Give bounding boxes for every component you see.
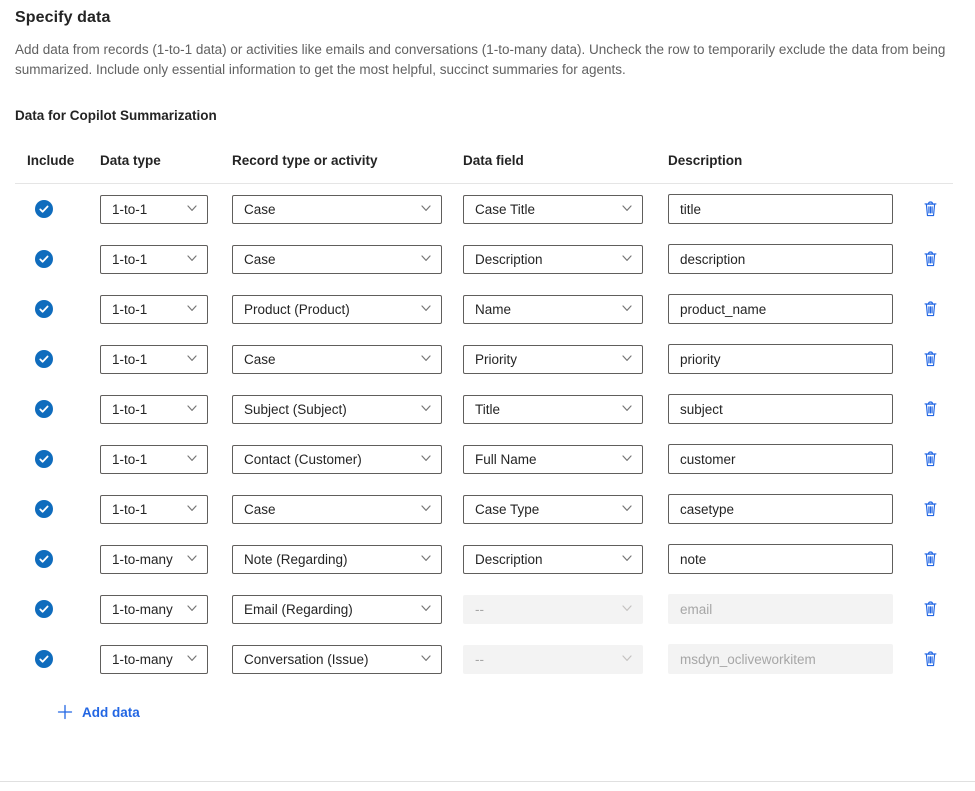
description-input[interactable] <box>668 344 893 374</box>
description-input <box>668 594 893 624</box>
data-field-cell <box>463 245 668 274</box>
data-field-cell <box>463 445 668 474</box>
table-row <box>15 334 953 384</box>
check-circle-icon <box>35 200 53 218</box>
record-type-cell <box>232 245 463 274</box>
record-type-dropdown[interactable] <box>232 345 442 374</box>
chevron-down-icon <box>420 302 432 317</box>
check-circle-icon <box>35 550 53 568</box>
actions-cell <box>908 645 953 673</box>
table-row <box>15 384 953 434</box>
trash-icon <box>922 600 939 618</box>
data-field-dropdown <box>463 595 643 624</box>
include-checkbox[interactable] <box>35 350 53 368</box>
record-type-dropdown[interactable] <box>232 645 442 674</box>
description-input[interactable] <box>668 544 893 574</box>
include-cell <box>15 650 100 668</box>
data-field-cell <box>463 295 668 324</box>
data-type-dropdown[interactable] <box>100 295 208 324</box>
record-type-cell <box>232 495 463 524</box>
add-data-label: Add data <box>82 704 140 720</box>
delete-row-button[interactable] <box>916 395 944 423</box>
data-field-value: Priority <box>475 351 518 367</box>
column-header-record-type: Record type or activity <box>232 153 378 168</box>
delete-row-button[interactable] <box>916 545 944 573</box>
record-type-dropdown[interactable] <box>232 445 442 474</box>
record-type-value: Case <box>244 201 276 217</box>
include-checkbox[interactable] <box>35 600 53 618</box>
data-field-value: Description <box>475 251 543 267</box>
column-header-data-field: Data field <box>463 153 524 168</box>
data-type-value: 1-to-1 <box>112 451 148 467</box>
data-type-cell <box>100 395 232 424</box>
trash-icon <box>922 500 939 518</box>
bottom-divider <box>0 781 975 782</box>
delete-row-button[interactable] <box>916 295 944 323</box>
check-circle-icon <box>35 450 53 468</box>
chevron-down-icon <box>186 352 198 367</box>
description-cell <box>668 344 908 374</box>
data-field-dropdown[interactable] <box>463 245 643 274</box>
table-row <box>15 534 953 584</box>
description-cell <box>668 194 908 224</box>
chevron-down-icon <box>420 602 432 617</box>
delete-row-button[interactable] <box>916 495 944 523</box>
chevron-down-icon <box>420 352 432 367</box>
include-checkbox[interactable] <box>35 450 53 468</box>
include-cell <box>15 550 100 568</box>
column-header-description: Description <box>668 153 743 168</box>
record-type-cell <box>232 195 463 224</box>
table-row <box>15 484 953 534</box>
description-input[interactable] <box>668 294 893 324</box>
description-cell <box>668 294 908 324</box>
data-type-value: 1-to-many <box>112 651 173 667</box>
record-type-dropdown[interactable] <box>232 545 442 574</box>
include-cell <box>15 200 100 218</box>
chevron-down-icon <box>621 352 633 367</box>
record-type-value: Case <box>244 501 276 517</box>
record-type-dropdown[interactable] <box>232 195 442 224</box>
record-type-value: Subject (Subject) <box>244 401 347 417</box>
column-header-data-type: Data type <box>100 153 161 168</box>
record-type-cell <box>232 395 463 424</box>
chevron-down-icon <box>420 652 432 667</box>
description-cell <box>668 244 908 274</box>
data-field-value: Case Type <box>475 501 540 517</box>
data-type-dropdown[interactable] <box>100 395 208 424</box>
data-type-dropdown[interactable] <box>100 445 208 474</box>
actions-cell <box>908 395 953 423</box>
actions-cell <box>908 295 953 323</box>
check-circle-icon <box>35 500 53 518</box>
data-field-value: -- <box>475 601 484 617</box>
data-type-cell <box>100 345 232 374</box>
chevron-down-icon <box>420 202 432 217</box>
record-type-cell <box>232 295 463 324</box>
data-type-value: 1-to-1 <box>112 401 148 417</box>
data-type-value: 1-to-1 <box>112 501 148 517</box>
table-row <box>15 634 953 684</box>
include-checkbox[interactable] <box>35 500 53 518</box>
data-type-cell <box>100 595 232 624</box>
trash-icon <box>922 550 939 568</box>
chevron-down-icon <box>420 402 432 417</box>
chevron-down-icon <box>621 452 633 467</box>
description-input[interactable] <box>668 194 893 224</box>
chevron-down-icon <box>621 502 633 517</box>
record-type-cell <box>232 645 463 674</box>
data-field-cell <box>463 595 668 624</box>
data-field-dropdown[interactable] <box>463 345 643 374</box>
page-title: Specify data <box>15 9 111 26</box>
section-title: Data for Copilot Summarization <box>15 108 217 123</box>
include-checkbox[interactable] <box>35 400 53 418</box>
data-type-value: 1-to-many <box>112 551 173 567</box>
data-field-cell <box>463 495 668 524</box>
data-type-cell <box>100 195 232 224</box>
data-type-value: 1-to-1 <box>112 301 148 317</box>
data-field-value: Description <box>475 551 543 567</box>
record-type-value: Email (Regarding) <box>244 601 353 617</box>
chevron-down-icon <box>186 652 198 667</box>
data-field-value: Case Title <box>475 201 536 217</box>
actions-cell <box>908 245 953 273</box>
check-circle-icon <box>35 400 53 418</box>
check-circle-icon <box>35 600 53 618</box>
include-cell <box>15 600 100 618</box>
include-checkbox[interactable] <box>35 250 53 268</box>
chevron-down-icon <box>621 552 633 567</box>
chevron-down-icon <box>186 602 198 617</box>
data-type-cell <box>100 245 232 274</box>
description-cell <box>668 394 908 424</box>
data-type-cell <box>100 545 232 574</box>
data-field-dropdown <box>463 645 643 674</box>
chevron-down-icon <box>186 302 198 317</box>
table-row <box>15 434 953 484</box>
include-cell <box>15 300 100 318</box>
trash-icon <box>922 250 939 268</box>
data-field-dropdown[interactable] <box>463 395 643 424</box>
data-type-dropdown[interactable] <box>100 195 208 224</box>
record-type-cell <box>232 345 463 374</box>
delete-row-button[interactable] <box>916 445 944 473</box>
chevron-down-icon <box>621 652 633 667</box>
data-field-dropdown[interactable] <box>463 445 643 474</box>
data-type-dropdown[interactable] <box>100 645 208 674</box>
add-data-button[interactable] <box>57 704 140 720</box>
record-type-value: Case <box>244 351 276 367</box>
chevron-down-icon <box>621 602 633 617</box>
check-circle-icon <box>35 650 53 668</box>
data-type-dropdown[interactable] <box>100 495 208 524</box>
summarization-data-table <box>15 153 953 684</box>
data-field-value: Title <box>475 401 501 417</box>
data-type-value: 1-to-1 <box>112 201 148 217</box>
trash-icon <box>922 300 939 318</box>
delete-row-button[interactable] <box>916 645 944 673</box>
delete-row-button[interactable] <box>916 345 944 373</box>
data-field-dropdown[interactable] <box>463 495 643 524</box>
include-checkbox[interactable] <box>35 650 53 668</box>
data-field-value: Full Name <box>475 451 537 467</box>
trash-icon <box>922 400 939 418</box>
data-field-cell <box>463 545 668 574</box>
chevron-down-icon <box>420 252 432 267</box>
description-input[interactable] <box>668 494 893 524</box>
include-checkbox[interactable] <box>35 200 53 218</box>
trash-icon <box>922 350 939 368</box>
description-cell <box>668 544 908 574</box>
record-type-cell <box>232 445 463 474</box>
data-type-cell <box>100 295 232 324</box>
trash-icon <box>922 200 939 218</box>
record-type-dropdown[interactable] <box>232 295 442 324</box>
description-cell <box>668 594 908 624</box>
table-row <box>15 184 953 234</box>
description-input[interactable] <box>668 444 893 474</box>
actions-cell <box>908 545 953 573</box>
chevron-down-icon <box>186 552 198 567</box>
include-cell <box>15 500 100 518</box>
delete-row-button[interactable] <box>916 595 944 623</box>
description-cell <box>668 644 908 674</box>
chevron-down-icon <box>186 502 198 517</box>
chevron-down-icon <box>621 252 633 267</box>
include-cell <box>15 400 100 418</box>
chevron-down-icon <box>186 202 198 217</box>
data-field-dropdown[interactable] <box>463 195 643 224</box>
data-type-dropdown[interactable] <box>100 595 208 624</box>
chevron-down-icon <box>186 402 198 417</box>
trash-icon <box>922 650 939 668</box>
record-type-value: Product (Product) <box>244 301 350 317</box>
check-circle-icon <box>35 250 53 268</box>
data-field-value: -- <box>475 651 484 667</box>
record-type-value: Contact (Customer) <box>244 451 362 467</box>
record-type-value: Note (Regarding) <box>244 551 348 567</box>
description-input[interactable] <box>668 394 893 424</box>
chevron-down-icon <box>420 452 432 467</box>
description-input[interactable] <box>668 244 893 274</box>
actions-cell <box>908 495 953 523</box>
description-cell <box>668 444 908 474</box>
plus-icon <box>57 704 73 720</box>
table-row <box>15 284 953 334</box>
record-type-dropdown[interactable] <box>232 595 442 624</box>
check-circle-icon <box>35 350 53 368</box>
check-circle-icon <box>35 300 53 318</box>
chevron-down-icon <box>420 552 432 567</box>
data-field-dropdown[interactable] <box>463 295 643 324</box>
chevron-down-icon <box>621 302 633 317</box>
record-type-dropdown[interactable] <box>232 245 442 274</box>
include-checkbox[interactable] <box>35 550 53 568</box>
data-type-value: 1-to-1 <box>112 251 148 267</box>
record-type-value: Conversation (Issue) <box>244 651 369 667</box>
data-field-value: Name <box>475 301 512 317</box>
trash-icon <box>922 450 939 468</box>
chevron-down-icon <box>420 502 432 517</box>
data-type-cell <box>100 445 232 474</box>
data-field-cell <box>463 395 668 424</box>
include-cell <box>15 250 100 268</box>
chevron-down-icon <box>621 402 633 417</box>
table-row <box>15 234 953 284</box>
record-type-value: Case <box>244 251 276 267</box>
data-type-dropdown[interactable] <box>100 345 208 374</box>
data-type-value: 1-to-1 <box>112 351 148 367</box>
table-row <box>15 584 953 634</box>
include-cell <box>15 350 100 368</box>
chevron-down-icon <box>186 252 198 267</box>
data-field-dropdown[interactable] <box>463 545 643 574</box>
description-input <box>668 644 893 674</box>
record-type-dropdown[interactable] <box>232 395 442 424</box>
chevron-down-icon <box>621 202 633 217</box>
data-field-cell <box>463 645 668 674</box>
actions-cell <box>908 445 953 473</box>
actions-cell <box>908 595 953 623</box>
include-cell <box>15 450 100 468</box>
data-type-cell <box>100 645 232 674</box>
description-cell <box>668 494 908 524</box>
record-type-dropdown[interactable] <box>232 495 442 524</box>
data-type-value: 1-to-many <box>112 601 173 617</box>
record-type-cell <box>232 595 463 624</box>
column-header-include: Include <box>27 153 75 168</box>
delete-row-button[interactable] <box>916 245 944 273</box>
data-type-dropdown[interactable] <box>100 245 208 274</box>
data-field-cell <box>463 195 668 224</box>
data-field-cell <box>463 345 668 374</box>
data-type-dropdown[interactable] <box>100 545 208 574</box>
table-header-row <box>15 153 953 184</box>
include-checkbox[interactable] <box>35 300 53 318</box>
data-type-cell <box>100 495 232 524</box>
chevron-down-icon <box>186 452 198 467</box>
actions-cell <box>908 345 953 373</box>
delete-row-button[interactable] <box>916 195 944 223</box>
page-description: Add data from records (1-to-1 data) or activities like emails and conversations (1-to-many data). Uncheck the row to temporarily exclude the data from being summarized. Include only essential information to get the most helpful, succinct summaries for agents. <box>15 42 946 77</box>
actions-cell <box>908 195 953 223</box>
table-body <box>15 184 953 684</box>
record-type-cell <box>232 545 463 574</box>
